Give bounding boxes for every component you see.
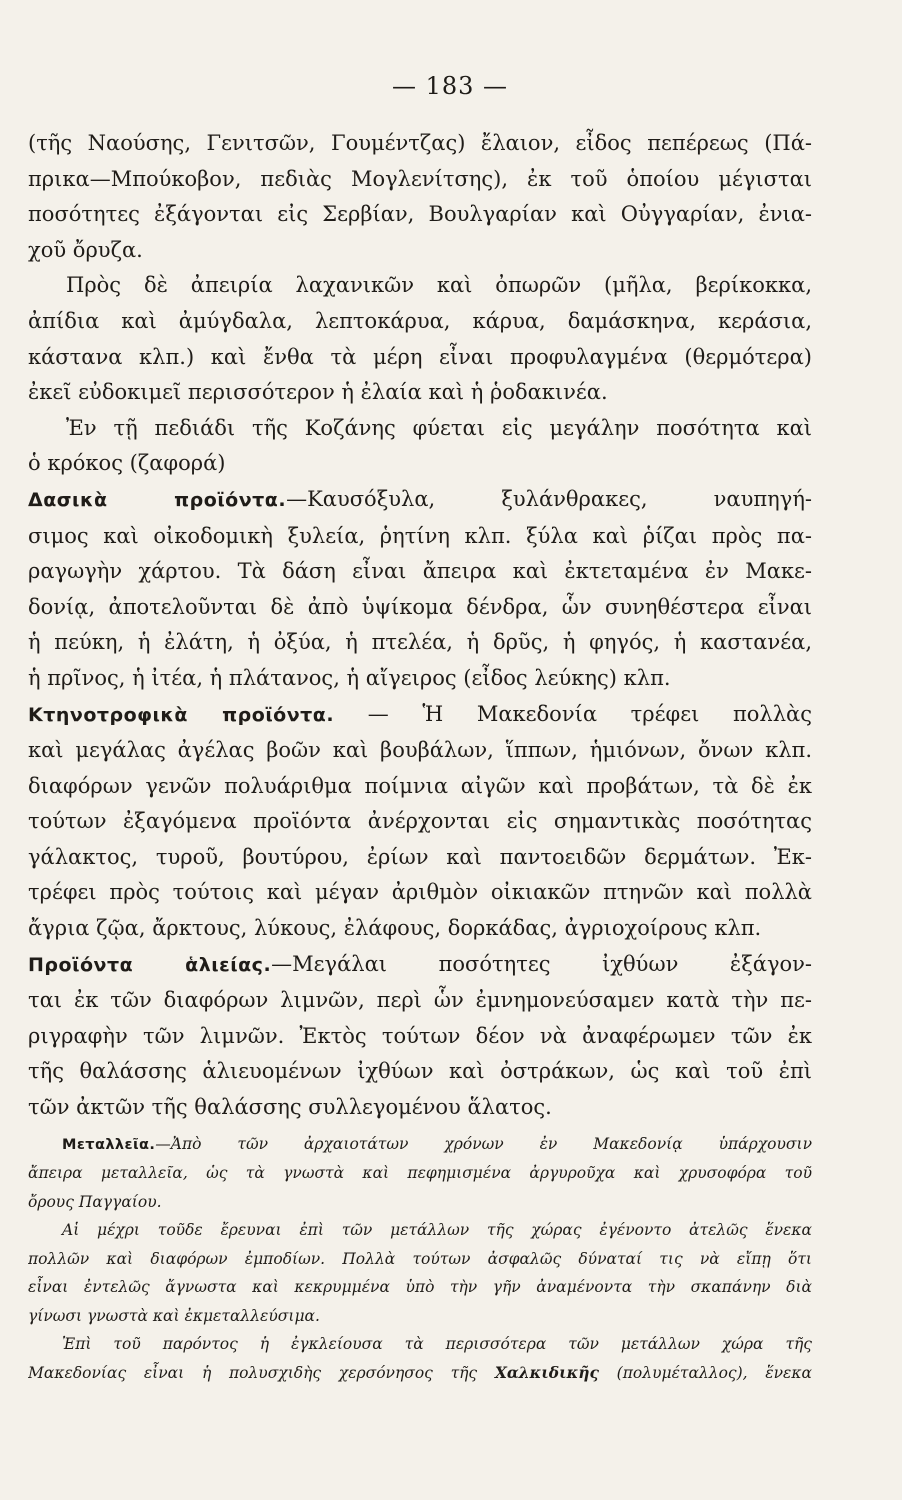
text-line — [28, 697, 812, 734]
text-run: —Μεγάλαι ποσότητες ἰχθύων ἐξάγον- — [271, 951, 812, 976]
paragraph-fruits — [28, 268, 812, 410]
text-line: τρέφει πρὸς τούτοις καὶ μέγαν ἀριθμὸν οἰκιακῶν πτηνῶν καὶ πολλὰ — [28, 880, 812, 905]
section-fishing-products — [28, 947, 812, 1126]
text-line: ἀπίδια καὶ ἀμύγδαλα, λεπτοκάρυα, κάρυα, δαμάσκηνα, κεράσια, — [28, 308, 812, 333]
text-line: Ἐν τῇ πεδιάδι τῆς Κοζάνης φύεται εἰς μεγάλην ποσότητα καὶ — [66, 415, 812, 440]
text-line: σιμος καὶ οἰκοδομικὴ ξυλεία, ῥητίνη κλπ. ξύλα καὶ ῥίζαι πρὸς πα- — [28, 523, 812, 548]
section-heading-forest: Δασικὰ προϊόντα. — [28, 488, 287, 511]
small-text-line: πολλῶν καὶ διαφόρων ἐμποδίων. Πολλὰ τούτων ἀσφαλῶς δύναταί τις νὰ εἴπῃ ὅτι — [28, 1249, 812, 1268]
small-text-line: Αἱ μέχρι τοῦδε ἔρευναι ἐπὶ τῶν μετάλλων τῆς χώρας ἐγένοντο ἀτελῶς ἕνεκα — [62, 1221, 812, 1240]
text-line: τῶν ἀκτῶν τῆς θαλάσσης συλλεγομένου ἅλατος. — [28, 1095, 552, 1120]
text-line: ἡ πρῖνος, ἡ ἰτέα, ἡ πλάτανος, ἡ αἴγειρος (εἶδος λεύκης) κλπ. — [28, 665, 671, 690]
text-run: (πολυμέταλλος), ἕνεκα — [598, 1363, 812, 1382]
text-line: καὶ μεγάλας ἀγέλας βοῶν καὶ βουβάλων, ἵππων, ἡμιόνων, ὄνων κλπ. — [28, 738, 812, 763]
text-run: Μακεδονίας εἶναι ἡ πολυσχιδὴς χερσόνησος τῆς — [28, 1363, 495, 1382]
text-line: τῆς θαλάσσης ἁλιευομένων ἰχθύων καὶ ὀστράκων, ὡς καὶ τοῦ ἐπὶ — [28, 1059, 812, 1084]
page-number: — 183 — — [391, 72, 509, 100]
text-line — [28, 947, 812, 984]
text-line: ποσότητες ἐξάγονται εἰς Σερβίαν, Βουλγαρίαν καὶ Οὐγγαρίαν, ἐνια- — [28, 202, 812, 227]
text-line — [28, 482, 812, 519]
text-line: ὁ κρόκος (ζαφορά) — [28, 451, 226, 476]
text-line: ἡ πεύκη, ἡ ἐλάτη, ἡ ὀξύα, ἡ πτελέα, ἡ δρῦς, ἡ φηγός, ἡ καστανέα, — [28, 630, 812, 655]
paragraph-saffron — [28, 411, 812, 482]
text-line: ραγωγὴν χάρτου. Τὰ δάση εἶναι ἄπειρα καὶ ἐκτεταμένα ἐν Μακε- — [28, 559, 812, 584]
text-line: Πρὸς δὲ ἀπειρία λαχανικῶν καὶ ὀπωρῶν (μῆλα, βερίκοκκα, — [66, 273, 812, 298]
small-text-line: Ἐπὶ τοῦ παρόντος ἡ ἐγκλείουσα τὰ περισσότερα τῶν μετάλλων χώρα τῆς — [62, 1335, 812, 1354]
paragraph-crops — [28, 126, 812, 268]
section-livestock-products — [28, 697, 812, 947]
section-heading-mines: Μεταλλεῖα. — [62, 1136, 156, 1153]
text-line: τούτων ἐξαγόμενα προϊόντα ἀνέρχονται εἰς σημαντικὰς ποσότητας — [28, 809, 812, 834]
small-text-line: ὄρους Παγγαίου. — [28, 1192, 162, 1211]
text-line: ται ἐκ τῶν διαφόρων λιμνῶν, περὶ ὧν ἐμνημονεύσαμεν κατὰ τὴν πε- — [28, 988, 812, 1013]
section-heading-livestock: Κτηνοτροφικὰ προϊόντα. — [28, 703, 335, 726]
section-mines — [28, 1130, 812, 1388]
small-text-line: ἄπειρα μεταλλεῖα, ὡς τὰ γνωστὰ καὶ πεφημισμένα ἀργυροῦχα καὶ χρυσοφόρα τοῦ — [28, 1164, 812, 1183]
section-heading-fishing: Προϊόντα ἁλιείας. — [28, 953, 272, 976]
text-line: κάστανα κλπ.) καὶ ἔνθα τὰ μέρη εἶναι προφυλαγμένα (θερμότερα) — [28, 344, 812, 369]
text-run: —Ἀπὸ τῶν ἀρχαιοτάτων χρόνων ἐν Μακεδονίᾳ ὑπάρχουσιν — [155, 1134, 812, 1153]
text-line: ριγραφὴν τῶν λιμνῶν. Ἐκτὸς τούτων δέον νὰ ἀναφέρωμεν τῶν ἐκ — [28, 1023, 812, 1048]
text-line: (τῆς Ναούσης, Γενιτσῶν, Γουμέντζας) ἔλαιον, εἶδος πεπέρεως (Πά- — [28, 131, 812, 155]
text-line: γάλακτος, τυροῦ, βουτύρου, ἐρίων καὶ παντοειδῶν δερμάτων. Ἐκ- — [28, 844, 812, 869]
small-text-line — [28, 1130, 812, 1160]
small-text-line — [28, 1359, 812, 1388]
text-line: ἄγρια ζῷα, ἄρκτους, λύκους, ἐλάφους, δορκάδας, ἀγριοχοίρους κλπ. — [28, 916, 762, 941]
text-line: ἐκεῖ εὐδοκιμεῖ περισσότερον ἡ ἐλαία καὶ ἡ ῥοδακινέα. — [28, 380, 608, 405]
small-text-line: γίνωσι γνωστὰ καὶ ἐκμεταλλεύσιμα. — [28, 1306, 320, 1325]
text-line: πρικα—Μπούκοβον, πεδιὰς Μογλενίτσης), ἐκ τοῦ ὁποίου μέγισται — [28, 166, 812, 191]
small-text-line: εἶναι ἐντελῶς ἄγνωστα καὶ κεκρυμμένα ὑπὸ τὴν γῆν ἀναμένοντα τὴν σκαπάνην διὰ — [28, 1278, 812, 1297]
text-line: διαφόρων γενῶν πολυάριθμα ποίμνια αἰγῶν καὶ προβάτων, τὰ δὲ ἐκ — [28, 773, 812, 798]
section-forest-products — [28, 482, 812, 697]
emphasis-chalkidiki: Χαλκιδικῆς — [494, 1362, 599, 1382]
text-run: —Καυσόξυλα, ξυλάνθρακες, ναυπηγή- — [286, 486, 812, 511]
text-run: — Ἡ Μακεδονία τρέφει πολλὰς — [334, 701, 812, 726]
text-line: χοῦ ὄρυζα. — [28, 237, 143, 262]
text-line: δονίᾳ, ἀποτελοῦνται δὲ ἀπὸ ὑψίκομα δένδρα, ὧν συνηθέστερα εἶναι — [28, 594, 812, 619]
